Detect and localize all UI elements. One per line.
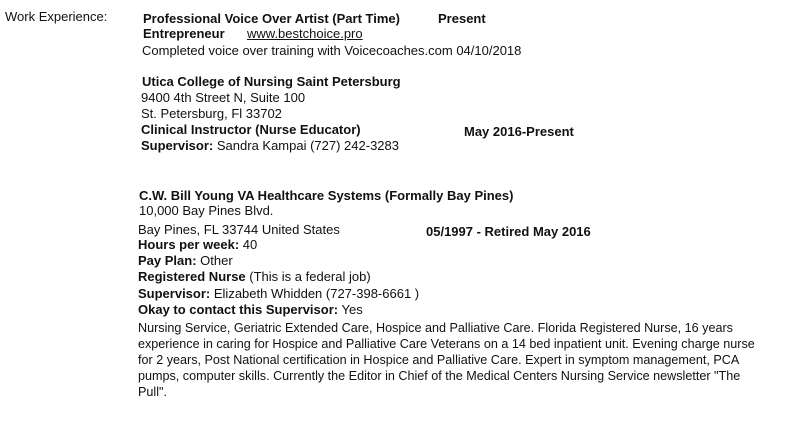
- job2-position: Clinical Instructor (Nurse Educator): [141, 122, 361, 137]
- job1-website-link[interactable]: www.bestchoice.pro: [247, 26, 363, 41]
- job2-address1: 9400 4th Street N, Suite 100: [141, 90, 306, 105]
- job2-dates: May 2016-Present: [464, 124, 574, 139]
- job3-position-note: (This is a federal job): [249, 269, 371, 284]
- job2-supervisor-value: Sandra Kampai (727) 242-3283: [216, 138, 399, 153]
- job3-supervisor: [138, 286, 419, 301]
- job3-org: C.W. Bill Young VA Healthcare Systems (Formally Bay Pines): [139, 188, 514, 203]
- job1-entrepreneur-label: Entrepreneur: [143, 26, 225, 41]
- section-label: Work Experience:: [5, 9, 108, 24]
- job3-hours: [138, 237, 257, 252]
- job3-description: Nursing Service, Geriatric Extended Care, Hospice and Palliative Care. Florida Registered Nurse, 16 years experience in caring for Hospice and Palliative Care Veterans on a 14 bed inpatient unit. Evening charge nurse for 2 years, Post National certification in Hospice and Palliative Care. Expert in symptom management, PCA pumps, computer skills. Currently the Editor in Chief of the Medical Centers Nursing Service newsletter "The Pull".: [138, 321, 755, 399]
- job3-supervisor-value: Elizabeth Whidden (727-398-6661 ): [213, 286, 420, 301]
- job3-supervisor-label: Supervisor:: [138, 286, 211, 301]
- job1-title: Professional Voice Over Artist (Part Time): [143, 11, 400, 26]
- job3-contact-label: Okay to contact this Supervisor:: [138, 302, 339, 317]
- job3-contact: [138, 302, 363, 317]
- job3-hours-value: 40: [242, 237, 258, 252]
- job3-payplan: [138, 253, 233, 268]
- job3-address1: 10,000 Bay Pines Blvd.: [139, 203, 274, 218]
- job2-address2: St. Petersburg, Fl 33702: [141, 106, 282, 121]
- job3-position-label: Registered Nurse: [138, 269, 246, 284]
- job3-position: [138, 269, 371, 284]
- job3-dates: 05/1997 - Retired May 2016: [426, 224, 591, 239]
- job3-address2: Bay Pines, FL 33744 United States: [138, 222, 340, 237]
- job1-training: Completed voice over training with Voicecoaches.com 04/10/2018: [142, 43, 522, 58]
- job3-hours-label: Hours per week:: [138, 237, 240, 252]
- job3-payplan-value: Other: [200, 253, 233, 268]
- job3-contact-value: Yes: [341, 302, 363, 317]
- job2-org: Utica College of Nursing Saint Petersburg: [142, 74, 401, 89]
- job1-status: Present: [438, 11, 486, 26]
- job2-supervisor: [141, 138, 399, 153]
- job2-supervisor-label: Supervisor:: [141, 138, 214, 153]
- job3-payplan-label: Pay Plan:: [138, 253, 197, 268]
